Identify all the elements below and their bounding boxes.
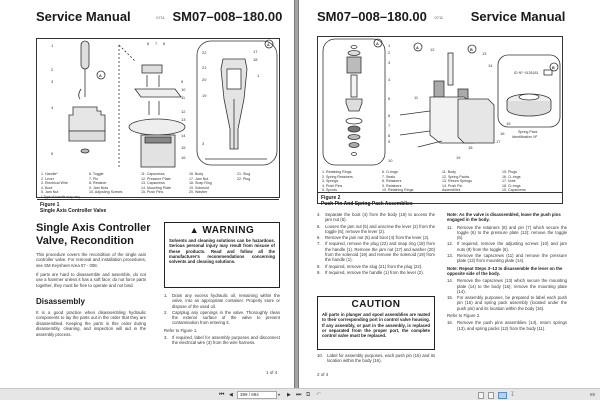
- legend-item: 19. Capscrews: [502, 188, 526, 193]
- svg-text:3: 3: [202, 141, 205, 146]
- step-number: 8.: [317, 263, 321, 269]
- svg-text:A: A: [376, 42, 379, 46]
- svg-text:18: 18: [468, 145, 473, 150]
- legend-item: Assemblies: [442, 188, 461, 193]
- step-item: [317, 212, 435, 223]
- svg-text:7: 7: [155, 41, 158, 46]
- svg-text:14: 14: [181, 133, 186, 138]
- disassembly-paragraph: It is a good practice when disassembling hydraulic components to lay the parts out in the order that they are disassembled. Keeping the parts in this order during disassembly, cleaning, and inspection will aid in the assembly process.: [36, 310, 146, 337]
- svg-text:10: 10: [388, 158, 393, 163]
- legend-item: 16. O–rings: [502, 174, 521, 179]
- legend-item: 8. Retainers: [382, 179, 402, 184]
- legend-item: 22. Plug: [237, 176, 251, 181]
- svg-text:18: 18: [253, 57, 258, 62]
- svg-text:12: 12: [430, 47, 435, 52]
- svg-text:12: 12: [181, 109, 186, 114]
- svg-text:2: 2: [388, 50, 391, 55]
- legend-item: 14. Mounting Plate: [141, 185, 171, 190]
- header-title: Service Manual: [470, 9, 566, 24]
- step-text: Loosen the jam nut (5) and unscrew the lever (2) from the toggle (6); remove the lever (2).: [325, 223, 435, 234]
- svg-text:1: 1: [257, 73, 260, 78]
- svg-text:19: 19: [456, 155, 461, 160]
- svg-text:A: A: [99, 74, 102, 78]
- step-text: Label for assembly purposes, each push pin (15) and its location within the body (16).: [327, 353, 435, 364]
- legend-item: 17. Jam Nut: [189, 176, 209, 181]
- svg-text:4: 4: [388, 77, 391, 82]
- svg-text:8: 8: [163, 41, 166, 46]
- two-page-view-icon[interactable]: [498, 392, 507, 399]
- svg-text:11: 11: [414, 95, 419, 100]
- legend-item: 9. Retainers: [382, 183, 402, 188]
- step-item: [317, 224, 435, 235]
- legend-item: 7. Seals: [382, 174, 395, 179]
- caution-text: All parts in plunger and spool assemblies are mated to their corresponding port in control valve housing. If any assembly, or part in the assembly, is replaced or separated from the proper port, the complete control valve must be replaced.: [322, 312, 430, 339]
- step-text: If required, remove the adjusting screws (10) and jam nuts (9) from the toggle (6).: [457, 241, 567, 252]
- step-number: 6.: [317, 235, 321, 241]
- svg-text:17: 17: [496, 139, 501, 144]
- legend-item: 3. Springs: [322, 179, 339, 184]
- header-title: Service Manual: [36, 9, 131, 24]
- push-pin-spring-pack-diagram: [318, 37, 564, 169]
- warning-box: [164, 222, 280, 288]
- last-page-button[interactable]: ⏭: [296, 392, 302, 398]
- legend-item: 18. O–rings: [502, 183, 521, 188]
- steps-4-9: [317, 212, 435, 276]
- refer-figure: Refer to Figure 2.: [447, 313, 481, 319]
- step-item: [317, 270, 435, 275]
- warning-text: Solvents and cleaning solutions can be hazardous. Serious personal injury may result from misuse of these products. Read and follow all the manufacturer's recommendations concerning solvents and cleaning solutions.: [169, 238, 275, 265]
- page-label: 2 of 4: [317, 372, 329, 377]
- step-item: [317, 264, 435, 269]
- legend-item: 9. Jam Nuts: [89, 185, 109, 190]
- svg-text:11: 11: [181, 95, 186, 100]
- svg-text:1: 1: [388, 43, 391, 48]
- intro-paragraph-2: If parts are hard to disassemble and assemble, do not use a hammer unless it has a soft face; do not force parts together, they must be free to operate and not bind.: [36, 272, 146, 288]
- svg-text:16: 16: [181, 155, 186, 160]
- section-title: Single Axis Controller Valve, Recondition: [36, 222, 151, 247]
- step-number: 1.: [164, 293, 168, 298]
- viewer-toolbar: [0, 388, 600, 400]
- svg-text:13: 13: [482, 51, 487, 56]
- svg-text:21: 21: [202, 65, 207, 70]
- refer-figure: Refer to Figure 1.: [164, 327, 198, 333]
- legend-item: 5. Spools: [322, 188, 337, 193]
- svg-text:8: 8: [388, 133, 391, 138]
- figure-1-legend: [41, 172, 277, 199]
- header-code: 0711: [156, 15, 165, 21]
- fit-width-icon[interactable]: ↧: [510, 392, 516, 398]
- step-text: Remove the jam nut (5) and boot (4) from the lever (2).: [325, 235, 430, 241]
- step-item: [447, 225, 567, 241]
- single-page-view-icon[interactable]: [478, 392, 484, 399]
- legend-item: 10. Adjusting Screws: [89, 190, 123, 195]
- header-doc-number: SM07–008–180.00: [317, 9, 427, 24]
- step-text: Remove the capscrews (11) and remove the pressure plate (12) from mounting plate (14).: [457, 253, 567, 264]
- previous-page-button[interactable]: ◀: [229, 392, 233, 398]
- step-item: [447, 241, 567, 252]
- legend-item: 20. Washer: [189, 190, 208, 195]
- svg-text:5: 5: [51, 151, 54, 156]
- figure-number: Figure 1: [40, 202, 60, 208]
- legend-item: 3. Electrical Wire: [41, 181, 68, 186]
- legend-item: 17. Nuts: [502, 179, 516, 184]
- svg-text:15: 15: [506, 121, 511, 126]
- legend-item: 13. Return Springs: [442, 179, 472, 184]
- step-number: 3.: [164, 335, 168, 341]
- step-number: 2.: [164, 309, 168, 315]
- step-item: [317, 241, 435, 262]
- step-number: 10.: [317, 353, 323, 358]
- step-text: Remove the retainers (8) and pin (7) which secure the toggle (6) to the pressure plate (12); remove the toggle (6).: [457, 224, 567, 241]
- legend-item: 6. O-rings: [382, 170, 398, 174]
- legend-item: 6. Toggle: [89, 172, 104, 176]
- step-number: 12.: [447, 241, 453, 247]
- step-text: If required, label for assembly purposes and disconnect the electrical wire (3) from the wire harness.: [172, 335, 280, 346]
- figure-caption: Single Axis Controller Valve: [40, 208, 107, 214]
- step-item: [447, 295, 567, 311]
- zoom-level[interactable]: 89: [590, 392, 596, 397]
- page-header-right: [317, 9, 565, 24]
- step-number: 9.: [317, 269, 321, 275]
- steps-1-3: [164, 293, 280, 347]
- caution-title: CAUTION: [351, 299, 401, 310]
- intro-paragraph-1: This procedure covers the recondition of the single axis controller valve. For removal and installation procedures, see SM Keysheet Area 07 - 008.: [36, 252, 146, 268]
- legend-item: 11. Capscrews: [141, 172, 165, 176]
- svg-text:10: 10: [181, 87, 186, 92]
- svg-text:3: 3: [388, 60, 391, 65]
- legend-item: 13. Capscrews: [141, 181, 165, 186]
- svg-text:Spring Pack: Spring Pack: [518, 130, 538, 134]
- figure-1: [36, 38, 280, 214]
- legend-item: 19. Solenoid: [189, 185, 209, 190]
- step-text: If required, remove the slug (21) from the plug (22).: [325, 263, 423, 269]
- figure-2: [317, 36, 563, 207]
- step-item: [447, 278, 567, 294]
- step-text: Remove the push pins assemblies (14), return springs (13), and spring packs (12) from the body (11).: [457, 320, 567, 331]
- page-number-input[interactable]: [237, 391, 277, 399]
- legend-item: 4. Push Pins: [322, 183, 343, 188]
- step-text: Drain any excess hydraulic oil, remaining within the valve, into an appropriate container. Properly store or dispose of the used oil.: [172, 293, 280, 309]
- page-header-left: [36, 9, 282, 24]
- legend-footnote: * Type of handle may vary.: [41, 195, 81, 199]
- legend-item: 14. Push Pin: [442, 183, 463, 188]
- disassembly-heading: Disassembly: [36, 297, 85, 306]
- steps-11-16: [447, 212, 567, 332]
- step-item: [164, 310, 280, 326]
- svg-text:3: 3: [51, 79, 54, 84]
- svg-text:6: 6: [388, 113, 391, 118]
- svg-text:1: 1: [51, 43, 54, 48]
- page-left: [0, 0, 295, 388]
- step-number: 11.: [447, 224, 453, 230]
- svg-text:5: 5: [388, 96, 391, 101]
- step-number: 5.: [317, 223, 321, 229]
- legend-item: 12. Pressure Plate: [141, 176, 171, 181]
- first-page-button[interactable]: ⏮: [219, 392, 225, 398]
- step-text: Separate the boot (4) from the body (16) to access the jam nut (5).: [325, 212, 435, 223]
- figure-1-caption: [37, 199, 279, 216]
- step-number: 4.: [317, 212, 321, 217]
- legend-item: 16. Body: [189, 172, 204, 176]
- legend-item: 15. Push Pins: [141, 190, 164, 195]
- note-leave-push-pins: Note: As the valve is disassembled, leave the push pins engaged in the body.: [447, 212, 561, 223]
- svg-text:B: B: [470, 48, 473, 52]
- step-text: Remove the capscrews (13) which secure the mounting plate (14) to the body (16); remove the mounting plate (14).: [457, 278, 567, 294]
- step-item: [447, 253, 567, 264]
- step-item: [317, 235, 435, 240]
- figure-caption: Push Pin And Spring Pack Assemblies: [321, 201, 413, 207]
- step-number: 15.: [447, 295, 453, 301]
- legend-item: 1. Handle*: [41, 172, 58, 176]
- legend-item: 12. Spring Packs: [442, 174, 470, 179]
- legend-item: 8. Retainer: [89, 181, 107, 186]
- step-text: If required, remove the plug (22) and snap ring (18) from the handle (1). Remove the jam nut (17) and washer (20) from the solenoid (19) and remove the solenoid (19) from the handle (1).: [325, 241, 435, 263]
- svg-text:20: 20: [202, 77, 207, 82]
- controller-valve-exploded-diagram: [37, 39, 281, 171]
- legend-item: 21. Slug: [237, 172, 251, 176]
- continuous-view-icon[interactable]: [488, 392, 494, 399]
- legend-item: 2. Lever: [41, 176, 54, 181]
- note-repeat-steps: Note: Repeat Steps 3–13 to disassemble the lever on the opposite side of the body.: [447, 265, 563, 276]
- step-text: If required, remove the handle (1) from the lever (2).: [325, 269, 424, 275]
- figure-number: Figure 2: [321, 195, 341, 201]
- warning-title: [169, 225, 275, 236]
- step-number: 16.: [447, 320, 453, 326]
- svg-text:7: 7: [388, 123, 391, 128]
- svg-text:B: B: [552, 66, 555, 70]
- select-tool-icon[interactable]: ⧉: [306, 392, 311, 398]
- step-number: 13.: [447, 253, 453, 259]
- svg-text:4: 4: [51, 105, 54, 110]
- undo-view-icon[interactable]: ↶: [316, 392, 322, 398]
- svg-text:A: A: [267, 43, 270, 47]
- page-dropdown-arrow-icon[interactable]: ▾: [278, 392, 281, 397]
- svg-text:17: 17: [253, 49, 258, 54]
- header-code: 0711: [434, 15, 444, 21]
- svg-text:22: 22: [202, 50, 207, 55]
- figure-2-legend: [322, 170, 560, 192]
- legend-item: 10. Retaining Rings: [382, 188, 414, 193]
- step-text: For assembly purposes, be prepared to label each push pin (15) and spring pack assembly (located under the push pin) and its location within the body (16).: [457, 295, 567, 311]
- svg-text:2: 2: [51, 67, 54, 72]
- legend-item: 11. Body: [442, 170, 456, 174]
- svg-text:Identification Nº: Identification Nº: [512, 135, 538, 139]
- svg-text:13: 13: [181, 117, 186, 122]
- svg-text:6: 6: [147, 41, 150, 46]
- svg-text:15: 15: [181, 145, 186, 150]
- step-item: [164, 335, 280, 346]
- step-10: [317, 353, 435, 365]
- step-text: Cap/plug any openings in the valve. Thoroughly clean the exterior surface of the valve to prevent contamination from entering it.: [172, 309, 280, 326]
- step-number: 7.: [317, 241, 321, 247]
- svg-text:19: 19: [202, 93, 207, 98]
- legend-item: 7. Pin: [89, 176, 99, 181]
- header-doc-number: SM07–008–180.00: [172, 9, 283, 24]
- next-page-button[interactable]: ▶: [287, 392, 291, 398]
- legend-item: 2. Spring Retainers: [322, 174, 353, 179]
- svg-text:9: 9: [388, 139, 391, 144]
- warning-triangle-icon: ▲: [189, 225, 200, 235]
- id-number-label: ID Nº: 9126181: [514, 71, 539, 75]
- step-number: 14.: [447, 278, 453, 284]
- step-item: [164, 293, 280, 309]
- warning-title-text: WARNING: [202, 225, 255, 236]
- page-right: [298, 0, 600, 388]
- svg-text:16: 16: [500, 131, 505, 136]
- legend-item: 18. Snap Ring: [189, 181, 212, 186]
- svg-text:9: 9: [181, 79, 184, 84]
- page-label: 1 of 4: [266, 370, 278, 375]
- caution-box: [317, 296, 435, 350]
- legend-item: 1. Retaining Rings: [322, 170, 352, 174]
- svg-text:A: A: [416, 46, 419, 50]
- step-item: [447, 320, 567, 331]
- step-item: [317, 353, 435, 364]
- legend-item: 15. Plugs: [502, 170, 517, 174]
- legend-item: 4. Boot: [41, 185, 53, 190]
- svg-text:14: 14: [488, 63, 493, 68]
- legend-item: 5. Jam Nut: [41, 190, 59, 195]
- figure-2-caption: [318, 192, 562, 209]
